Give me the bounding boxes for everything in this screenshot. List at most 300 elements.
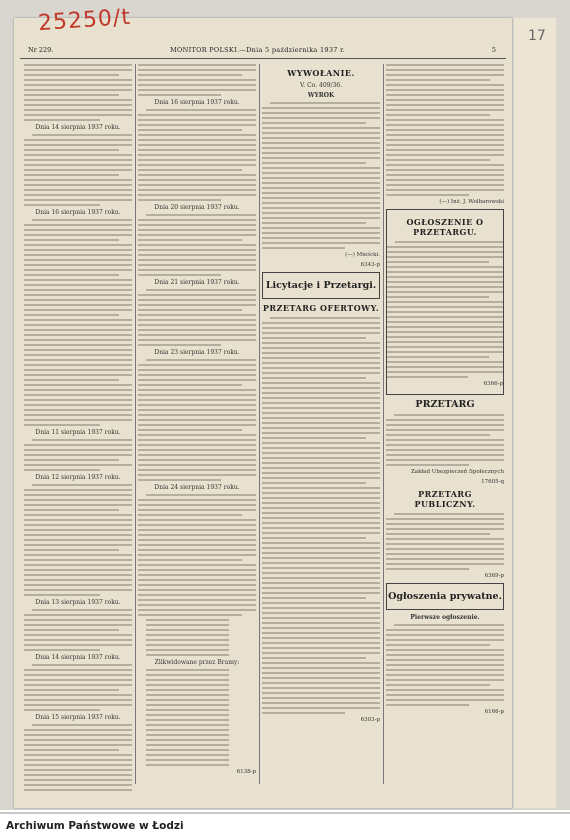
- text-line: [386, 419, 504, 421]
- text-line: [138, 174, 256, 176]
- text-line: [262, 552, 380, 554]
- text-line: [138, 394, 256, 396]
- text-line: [262, 407, 380, 409]
- text-line: [386, 119, 504, 121]
- text-line: [386, 179, 504, 181]
- text-line: [386, 114, 490, 116]
- text-line: [386, 533, 490, 535]
- text-line: [24, 339, 132, 341]
- text-line: [394, 513, 504, 515]
- text-line: [146, 674, 229, 676]
- text-line: [262, 112, 380, 114]
- text-line: [138, 84, 256, 86]
- text-line: [138, 579, 256, 581]
- text-line: [386, 169, 504, 171]
- text-line: [138, 554, 256, 556]
- text-line: [386, 154, 504, 156]
- text-line: [262, 337, 366, 339]
- text-line: [262, 587, 380, 589]
- publication-title: MONITOR POLSKI.—Dnia 5 października 1937 r.: [170, 46, 346, 54]
- text-line: [146, 729, 229, 731]
- text-line: [262, 602, 380, 604]
- text-line: [24, 574, 132, 576]
- text-line: [138, 529, 256, 531]
- text-line: [24, 304, 132, 306]
- text-line: [24, 334, 132, 336]
- text-line: [138, 134, 256, 136]
- tender-heading: PRZETARG OFERTOWY.: [262, 303, 380, 313]
- text-line: [24, 379, 119, 381]
- text-line: [146, 644, 229, 646]
- text-line: [24, 114, 132, 116]
- text-line: [386, 159, 490, 161]
- text-line: [138, 514, 242, 516]
- text-line: [24, 239, 119, 241]
- text-line: [262, 137, 380, 139]
- text-line: [386, 444, 504, 446]
- text-line: [386, 449, 504, 451]
- text-line: [138, 119, 256, 121]
- text-line: [262, 517, 380, 519]
- text-line: [138, 564, 256, 566]
- text-line: [138, 374, 256, 376]
- text-line: [387, 281, 503, 283]
- text-line: [386, 644, 490, 646]
- text-line: [262, 597, 366, 599]
- text-line: [24, 224, 132, 226]
- text-line: [262, 357, 380, 359]
- text-line: [24, 189, 132, 191]
- text-line: [24, 649, 100, 651]
- text-line: [24, 594, 100, 596]
- text-line: [146, 639, 229, 641]
- text-line: [386, 629, 504, 631]
- text-line: [138, 369, 256, 371]
- text-line: [146, 689, 229, 691]
- text-line: [32, 724, 132, 726]
- text-line: [138, 194, 256, 196]
- text-line: [387, 306, 503, 308]
- text-line: [24, 324, 132, 326]
- notice-code: 6303-p: [360, 717, 380, 723]
- text-line: [24, 179, 132, 181]
- text-line: [262, 217, 380, 219]
- text-line: [24, 89, 132, 91]
- text-line: [24, 764, 132, 766]
- text-line: [386, 654, 504, 656]
- text-line: [24, 529, 132, 531]
- text-line: [24, 684, 132, 686]
- text-line: [24, 469, 100, 471]
- text-line: [24, 119, 100, 121]
- text-line: [386, 424, 504, 426]
- text-line: [138, 509, 256, 511]
- notice-signature: 6138-p: [236, 769, 256, 775]
- text-line: [386, 669, 504, 671]
- text-line: [138, 314, 256, 316]
- text-line: [146, 359, 256, 361]
- text-line: [262, 562, 380, 564]
- text-line: [146, 654, 229, 656]
- text-line: [262, 372, 380, 374]
- text-line: [138, 364, 256, 366]
- text-line: [138, 399, 256, 401]
- text-line: [138, 64, 256, 66]
- column-divider: [259, 64, 260, 784]
- text-line: [138, 304, 256, 306]
- text-line: [386, 634, 504, 636]
- text-line: [24, 559, 132, 561]
- text-line: [262, 702, 380, 704]
- text-line: [24, 774, 132, 776]
- text-line: [262, 557, 380, 559]
- text-line: [24, 634, 132, 636]
- text-line: [24, 754, 132, 756]
- text-line: [262, 182, 380, 184]
- notice-code: 6343-p: [360, 262, 380, 268]
- text-line: [32, 609, 132, 611]
- text-line: [386, 144, 504, 146]
- text-line: [387, 266, 503, 268]
- text-line: [138, 139, 256, 141]
- text-line: [24, 504, 132, 506]
- text-line: [138, 464, 256, 466]
- text-line: [138, 309, 242, 311]
- text-line: [262, 607, 380, 609]
- text-line: [24, 374, 132, 376]
- text-line: [386, 429, 504, 431]
- section-heading: WYWOŁANIE.: [287, 68, 355, 78]
- text-line: [24, 709, 100, 711]
- text-line: [138, 269, 256, 271]
- text-line: [262, 142, 380, 144]
- text-line: [386, 528, 504, 530]
- text-line: [262, 527, 380, 529]
- text-line: [262, 567, 380, 569]
- text-line: [386, 694, 504, 696]
- text-line: [262, 482, 366, 484]
- text-line: [386, 689, 504, 691]
- text-line: [262, 612, 380, 614]
- text-line: [146, 714, 229, 716]
- text-line: [24, 444, 132, 446]
- text-line: [138, 229, 256, 231]
- text-line: [32, 484, 132, 486]
- text-line: [386, 704, 469, 706]
- text-line: [387, 371, 503, 373]
- text-line: [262, 412, 380, 414]
- text-line: [24, 544, 132, 546]
- text-line: [262, 432, 380, 434]
- text-line: [146, 624, 229, 626]
- text-line: [395, 241, 503, 243]
- text-line: [386, 129, 504, 131]
- text-line: [24, 404, 132, 406]
- notice-code: 6366-p: [483, 381, 503, 387]
- text-line: [146, 709, 229, 711]
- text-line: [262, 617, 380, 619]
- text-line: [24, 564, 132, 566]
- text-line: [146, 734, 229, 736]
- text-line: [262, 177, 380, 179]
- text-line: [262, 537, 366, 539]
- text-line: [24, 614, 132, 616]
- text-line: [262, 212, 380, 214]
- text-line: [24, 674, 132, 676]
- date-heading: Dnia 13 sierpnia 1937 roku.: [35, 599, 121, 606]
- text-line: [24, 549, 119, 551]
- text-line: [24, 624, 132, 626]
- text-line: [24, 464, 132, 466]
- text-line: [24, 539, 132, 541]
- text-line: [138, 299, 256, 301]
- date-heading: Dnia 14 sierpnia 1937 roku.: [35, 124, 121, 131]
- text-line: [262, 647, 380, 649]
- text-line: [262, 582, 380, 584]
- date-heading: Dnia 23 sierpnia 1937 roku.: [154, 349, 240, 356]
- text-line: [24, 619, 132, 621]
- text-line: [138, 169, 242, 171]
- text-line: [262, 202, 380, 204]
- text-line: [386, 94, 504, 96]
- column-2: [138, 64, 256, 794]
- text-line: [146, 694, 229, 696]
- text-line: [262, 347, 380, 349]
- text-line: [262, 457, 380, 459]
- text-line: [24, 779, 132, 781]
- text-line: [24, 64, 132, 66]
- text-line: [262, 477, 380, 479]
- text-line: [394, 624, 504, 626]
- text-line: [24, 644, 132, 646]
- text-line: [146, 759, 229, 761]
- text-line: [138, 609, 256, 611]
- section-heading: PRZETARG: [415, 399, 475, 410]
- text-line: [138, 254, 256, 256]
- text-line: [262, 532, 380, 534]
- text-line: [24, 299, 132, 301]
- text-line: [24, 509, 119, 511]
- text-line: [138, 599, 256, 601]
- text-line: [24, 389, 132, 391]
- text-line: [24, 229, 132, 231]
- text-line: [387, 346, 503, 348]
- text-line: [24, 409, 132, 411]
- text-line: [386, 543, 504, 545]
- text-line: [24, 174, 119, 176]
- text-line: [386, 89, 504, 91]
- text-line: [386, 99, 504, 101]
- text-line: [24, 459, 119, 461]
- text-line: [386, 454, 504, 456]
- text-line: [386, 523, 504, 525]
- archive-name: Archiwum Państwowe w Łodzi: [6, 820, 184, 832]
- text-line: [24, 554, 132, 556]
- text-line: [138, 404, 256, 406]
- text-line: [262, 712, 345, 714]
- text-line: [146, 634, 229, 636]
- text-line: [138, 339, 256, 341]
- text-line: [262, 662, 380, 664]
- date-heading: Dnia 16 sierpnia 1937 roku.: [154, 99, 240, 106]
- text-line: [262, 377, 366, 379]
- text-line: [262, 707, 380, 709]
- text-line: [146, 494, 256, 496]
- text-line: [146, 699, 229, 701]
- text-line: [394, 414, 504, 416]
- text-line: [262, 652, 380, 654]
- text-line: [138, 334, 256, 336]
- text-line: [146, 764, 229, 766]
- text-line: [138, 344, 221, 346]
- text-line: [24, 204, 100, 206]
- text-line: [24, 414, 132, 416]
- text-line: [24, 294, 132, 296]
- text-line: [387, 341, 503, 343]
- text-line: [262, 547, 380, 549]
- text-line: [146, 719, 229, 721]
- text-line: [262, 172, 380, 174]
- text-line: [146, 749, 229, 751]
- text-line: [262, 452, 380, 454]
- text-line: [24, 524, 132, 526]
- text-line: [386, 139, 504, 141]
- issue-number: Nr 229.: [28, 46, 54, 54]
- text-line: [24, 364, 132, 366]
- text-line: [262, 227, 380, 229]
- text-line: [138, 274, 221, 276]
- text-line: [138, 524, 256, 526]
- text-line: [138, 259, 256, 261]
- text-line: [386, 558, 504, 560]
- text-line: [262, 352, 380, 354]
- section-heading: PRZETARG PUBLICZNY.: [414, 489, 476, 509]
- text-line: [262, 467, 380, 469]
- date-heading: Dnia 12 sierpnia 1937 roku.: [35, 474, 121, 481]
- text-line: [387, 301, 503, 303]
- text-line: [138, 184, 256, 186]
- text-line: [138, 479, 221, 481]
- text-line: [386, 184, 504, 186]
- text-line: [24, 519, 132, 521]
- text-line: [386, 548, 504, 550]
- text-line: [386, 189, 504, 191]
- text-line: [262, 642, 380, 644]
- text-line: [138, 534, 256, 536]
- text-line: [24, 424, 100, 426]
- text-line: [138, 324, 256, 326]
- text-line: [138, 149, 256, 151]
- notice-code: 6369-p: [484, 573, 504, 579]
- text-line: [24, 259, 132, 261]
- date-heading: Dnia 11 sierpnia 1937 roku.: [35, 429, 121, 436]
- notice-box: [386, 209, 504, 395]
- text-line: [262, 442, 380, 444]
- section-box: [262, 272, 380, 299]
- text-line: [138, 244, 256, 246]
- text-line: [262, 167, 380, 169]
- text-line: [24, 749, 119, 751]
- text-line: [386, 518, 504, 520]
- text-line: [386, 538, 504, 540]
- text-line: [138, 154, 256, 156]
- text-line: [24, 149, 119, 151]
- text-line: [262, 322, 380, 324]
- text-line: [138, 459, 256, 461]
- text-line: [138, 454, 256, 456]
- text-line: [262, 487, 380, 489]
- text-line: [24, 99, 132, 101]
- text-line: [24, 244, 132, 246]
- text-line: [24, 679, 132, 681]
- text-line: [24, 274, 119, 276]
- text-line: [24, 194, 132, 196]
- text-line: [146, 704, 229, 706]
- list-heading: Zlikwidowane przez Bramy:: [154, 659, 240, 666]
- text-line: [387, 331, 503, 333]
- text-line: [24, 144, 132, 146]
- text-line: [387, 361, 503, 363]
- text-line: [262, 697, 380, 699]
- text-line: [262, 577, 380, 579]
- text-line: [138, 224, 256, 226]
- text-line: [24, 399, 132, 401]
- text-line: [138, 89, 256, 91]
- text-line: [386, 568, 469, 570]
- text-line: [386, 639, 504, 641]
- text-line: [262, 687, 380, 689]
- text-line: [262, 507, 380, 509]
- text-line: [262, 197, 380, 199]
- text-line: [386, 164, 504, 166]
- text-line: [24, 69, 132, 71]
- text-line: [24, 639, 132, 641]
- text-line: [262, 397, 380, 399]
- text-line: [24, 784, 132, 786]
- text-line: [24, 74, 119, 76]
- text-line: [387, 356, 489, 358]
- text-line: [387, 271, 503, 273]
- text-line: [138, 94, 221, 96]
- column-4: [386, 64, 504, 794]
- text-line: [24, 584, 132, 586]
- text-line: [386, 134, 504, 136]
- text-line: [387, 321, 503, 323]
- text-line: [386, 674, 504, 676]
- date-heading: Dnia 15 sierpnia 1937 roku.: [35, 714, 121, 721]
- text-line: [138, 114, 256, 116]
- text-line: [262, 402, 380, 404]
- text-line: [138, 379, 256, 381]
- text-line: [24, 569, 132, 571]
- footer-rule: [0, 812, 570, 814]
- text-line: [262, 327, 380, 329]
- text-line: [386, 434, 490, 436]
- text-line: [24, 309, 132, 311]
- text-line: [138, 414, 256, 416]
- text-line: [387, 376, 468, 378]
- text-line: [386, 124, 504, 126]
- text-line: [386, 553, 504, 555]
- text-line: [386, 664, 504, 666]
- text-line: [262, 122, 366, 124]
- text-line: [24, 109, 132, 111]
- text-line: [138, 329, 256, 331]
- text-line: [386, 174, 504, 176]
- text-line: [262, 132, 380, 134]
- text-line: [138, 264, 256, 266]
- text-line: [262, 592, 380, 594]
